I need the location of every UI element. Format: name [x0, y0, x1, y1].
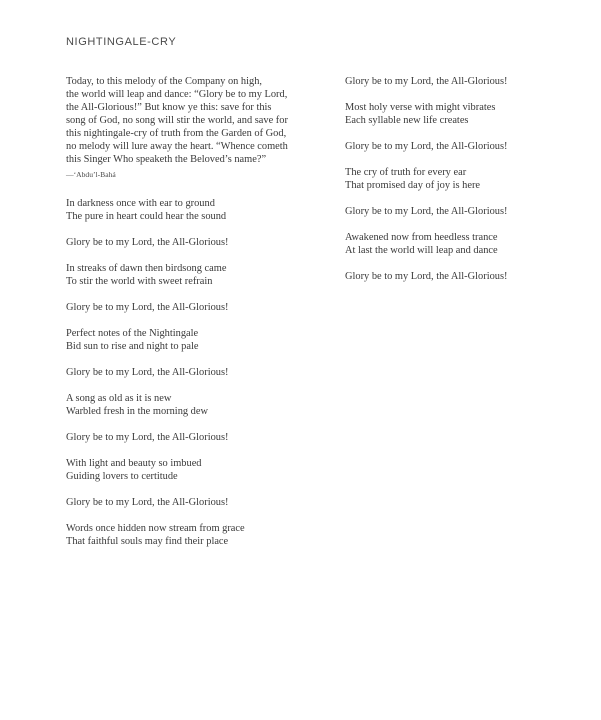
refrain-line: Glory be to my Lord, the All-Glorious! — [345, 206, 508, 217]
stanza — [345, 101, 565, 127]
stanza — [345, 166, 565, 192]
refrain-line: Glory be to my Lord, the All-Glorious! — [66, 432, 229, 443]
refrain — [66, 301, 328, 314]
verse-line: At last the world will leap and dance — [345, 245, 498, 256]
quote-attribution: —‘Abdu’l-Bahá — [66, 170, 116, 179]
verse-line: In streaks of dawn then birdsong came — [66, 263, 227, 274]
refrain — [66, 366, 328, 379]
verse-line: Each syllable new life creates — [345, 115, 469, 126]
refrain — [345, 270, 565, 283]
refrain — [345, 205, 565, 218]
verse-line: Words once hidden now stream from grace — [66, 523, 245, 534]
verse-line: With light and beauty so imbued — [66, 458, 202, 469]
verse-line: Perfect notes of the Nightingale — [66, 328, 199, 339]
refrain — [66, 236, 328, 249]
refrain-line: Glory be to my Lord, the All-Glorious! — [345, 271, 508, 282]
verse-line: The cry of truth for every ear — [345, 167, 467, 178]
verse-line: That faithful souls may find their place — [66, 536, 229, 547]
intro-line: song of God, no song will stir the world, and save for — [66, 115, 288, 126]
intro-line: this Singer Who speaketh the Beloved’s name?” — [66, 154, 267, 165]
refrain-line: Glory be to my Lord, the All-Glorious! — [66, 302, 229, 313]
intro-line: Today, to this melody of the Company on high, — [66, 76, 263, 87]
intro-quote — [66, 75, 328, 166]
verse-line: Guiding lovers to certitude — [66, 471, 178, 482]
refrain-line: Glory be to my Lord, the All-Glorious! — [66, 237, 229, 248]
verse-line: Awakened now from heedless trance — [345, 232, 498, 243]
refrain-line: Glory be to my Lord, the All-Glorious! — [345, 141, 508, 152]
left-stanzas — [66, 197, 328, 548]
stanza — [345, 231, 565, 257]
verse-line: Bid sun to rise and night to pale — [66, 341, 199, 352]
intro-line: no melody will lure away the heart. “Whence cometh — [66, 141, 288, 152]
verse-line: That promised day of joy is here — [345, 180, 481, 191]
stanza — [66, 392, 328, 418]
refrain-line: Glory be to my Lord, the All-Glorious! — [66, 367, 229, 378]
stanza — [66, 457, 328, 483]
refrain-line: Glory be to my Lord, the All-Glorious! — [345, 76, 508, 87]
stanza — [66, 262, 328, 288]
verse-line: In darkness once with ear to ground — [66, 198, 215, 209]
page-title: NIGHTINGALE-CRY — [66, 36, 177, 48]
stanza — [66, 522, 328, 548]
refrain-line: Glory be to my Lord, the All-Glorious! — [66, 497, 229, 508]
right-column — [345, 75, 565, 296]
verse-line: Warbled fresh in the morning dew — [66, 406, 208, 417]
intro-line: this nightingale-cry of truth from the Garden of God, — [66, 128, 287, 139]
stanza — [66, 197, 328, 223]
verse-line: A song as old as it is new — [66, 393, 172, 404]
intro-line: the All-Glorious!” But know ye this: save for this — [66, 102, 272, 113]
verse-line: To stir the world with sweet refrain — [66, 276, 213, 287]
verse-line: The pure in heart could hear the sound — [66, 211, 227, 222]
refrain — [345, 75, 565, 88]
refrain — [345, 140, 565, 153]
intro-line: the world will leap and dance: “Glory be to my Lord, — [66, 89, 288, 100]
stanza — [66, 327, 328, 353]
left-column — [66, 75, 328, 561]
refrain — [66, 496, 328, 509]
verse-line: Most holy verse with might vibrates — [345, 102, 496, 113]
refrain — [66, 431, 328, 444]
